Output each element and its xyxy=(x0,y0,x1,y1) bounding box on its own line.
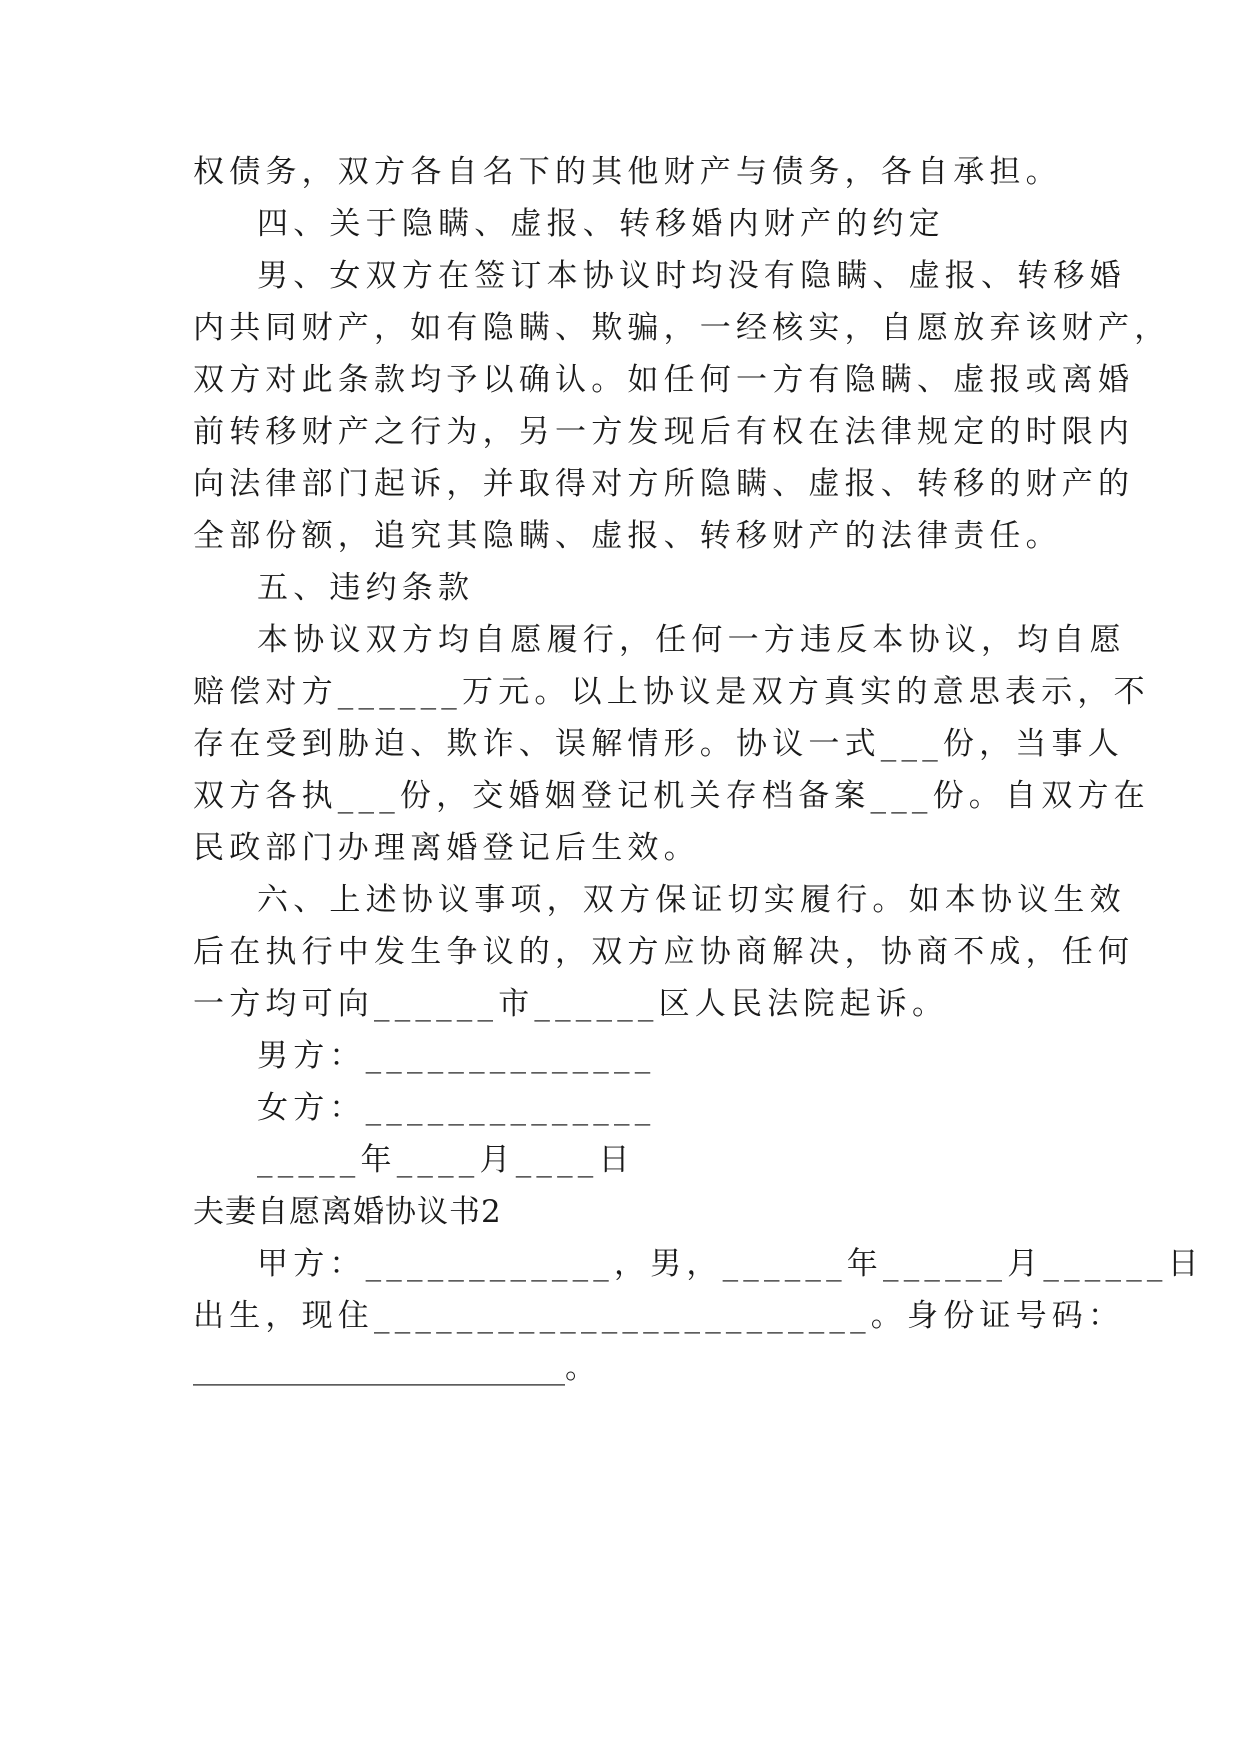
paragraph-line: 六、上述协议事项，双方保证切实履行。如本协议生效 xyxy=(257,882,1126,918)
paragraph-line: 内共同财产，如有隐瞒、欺骗，一经核实，自愿放弃该财产， xyxy=(193,310,1171,346)
paragraph-line: 存在受到胁迫、欺诈、误解情形。协议一式___份，当事人 xyxy=(193,726,1124,762)
paragraph-line: 本协议双方均自愿履行，任何一方违反本协议，均自愿 xyxy=(257,622,1126,658)
paragraph-line: 男、女双方在签订本协议时均没有隐瞒、虚报、转移婚 xyxy=(257,258,1126,294)
paragraph-line: 民政部门办理离婚登记后生效。 xyxy=(193,830,700,866)
section-heading: 四、关于隐瞒、虚报、转移婚内财产的约定 xyxy=(257,206,945,242)
id-number-blank: ________________________。 xyxy=(193,1350,596,1386)
party-a-line: 甲方：____________，男，______年______月______日 xyxy=(257,1246,1204,1282)
paragraph-line: 双方各执___份，交婚姻登记机关存档备案___份。自双方在 xyxy=(193,778,1150,814)
paragraph-line: 权债务，双方各自名下的其他财产与债务，各自承担。 xyxy=(193,154,1062,190)
paragraph-line: 向法律部门起诉，并取得对方所隐瞒、虚报、转移的财产的 xyxy=(193,466,1135,502)
signature-female: 女方：______________ xyxy=(257,1090,656,1126)
signature-date: _____年____月____日 xyxy=(257,1142,635,1178)
paragraph-line: 后在执行中发生争议的，双方应协商解决，协商不成，任何 xyxy=(193,934,1135,970)
party-a-residence-line: 出生，现住________________________。身份证号码： xyxy=(193,1298,1125,1334)
section-heading: 五、违约条款 xyxy=(257,570,475,606)
signature-male: 男方：______________ xyxy=(257,1038,656,1074)
paragraph-line: 前转移财产之行为，另一方发现后有权在法律规定的时限内 xyxy=(193,414,1135,450)
document-title: 夫妻自愿离婚协议书2 xyxy=(193,1194,502,1230)
paragraph-line: 赔偿对方______万元。以上协议是双方真实的意思表示，不 xyxy=(193,674,1150,710)
paragraph-line: 双方对此条款均予以确认。如任何一方有隐瞒、虚报或离婚 xyxy=(193,362,1135,398)
paragraph-line: 一方均可向______市______区人民法院起诉。 xyxy=(193,986,949,1022)
paragraph-line: 全部份额，追究其隐瞒、虚报、转移财产的法律责任。 xyxy=(193,518,1062,554)
